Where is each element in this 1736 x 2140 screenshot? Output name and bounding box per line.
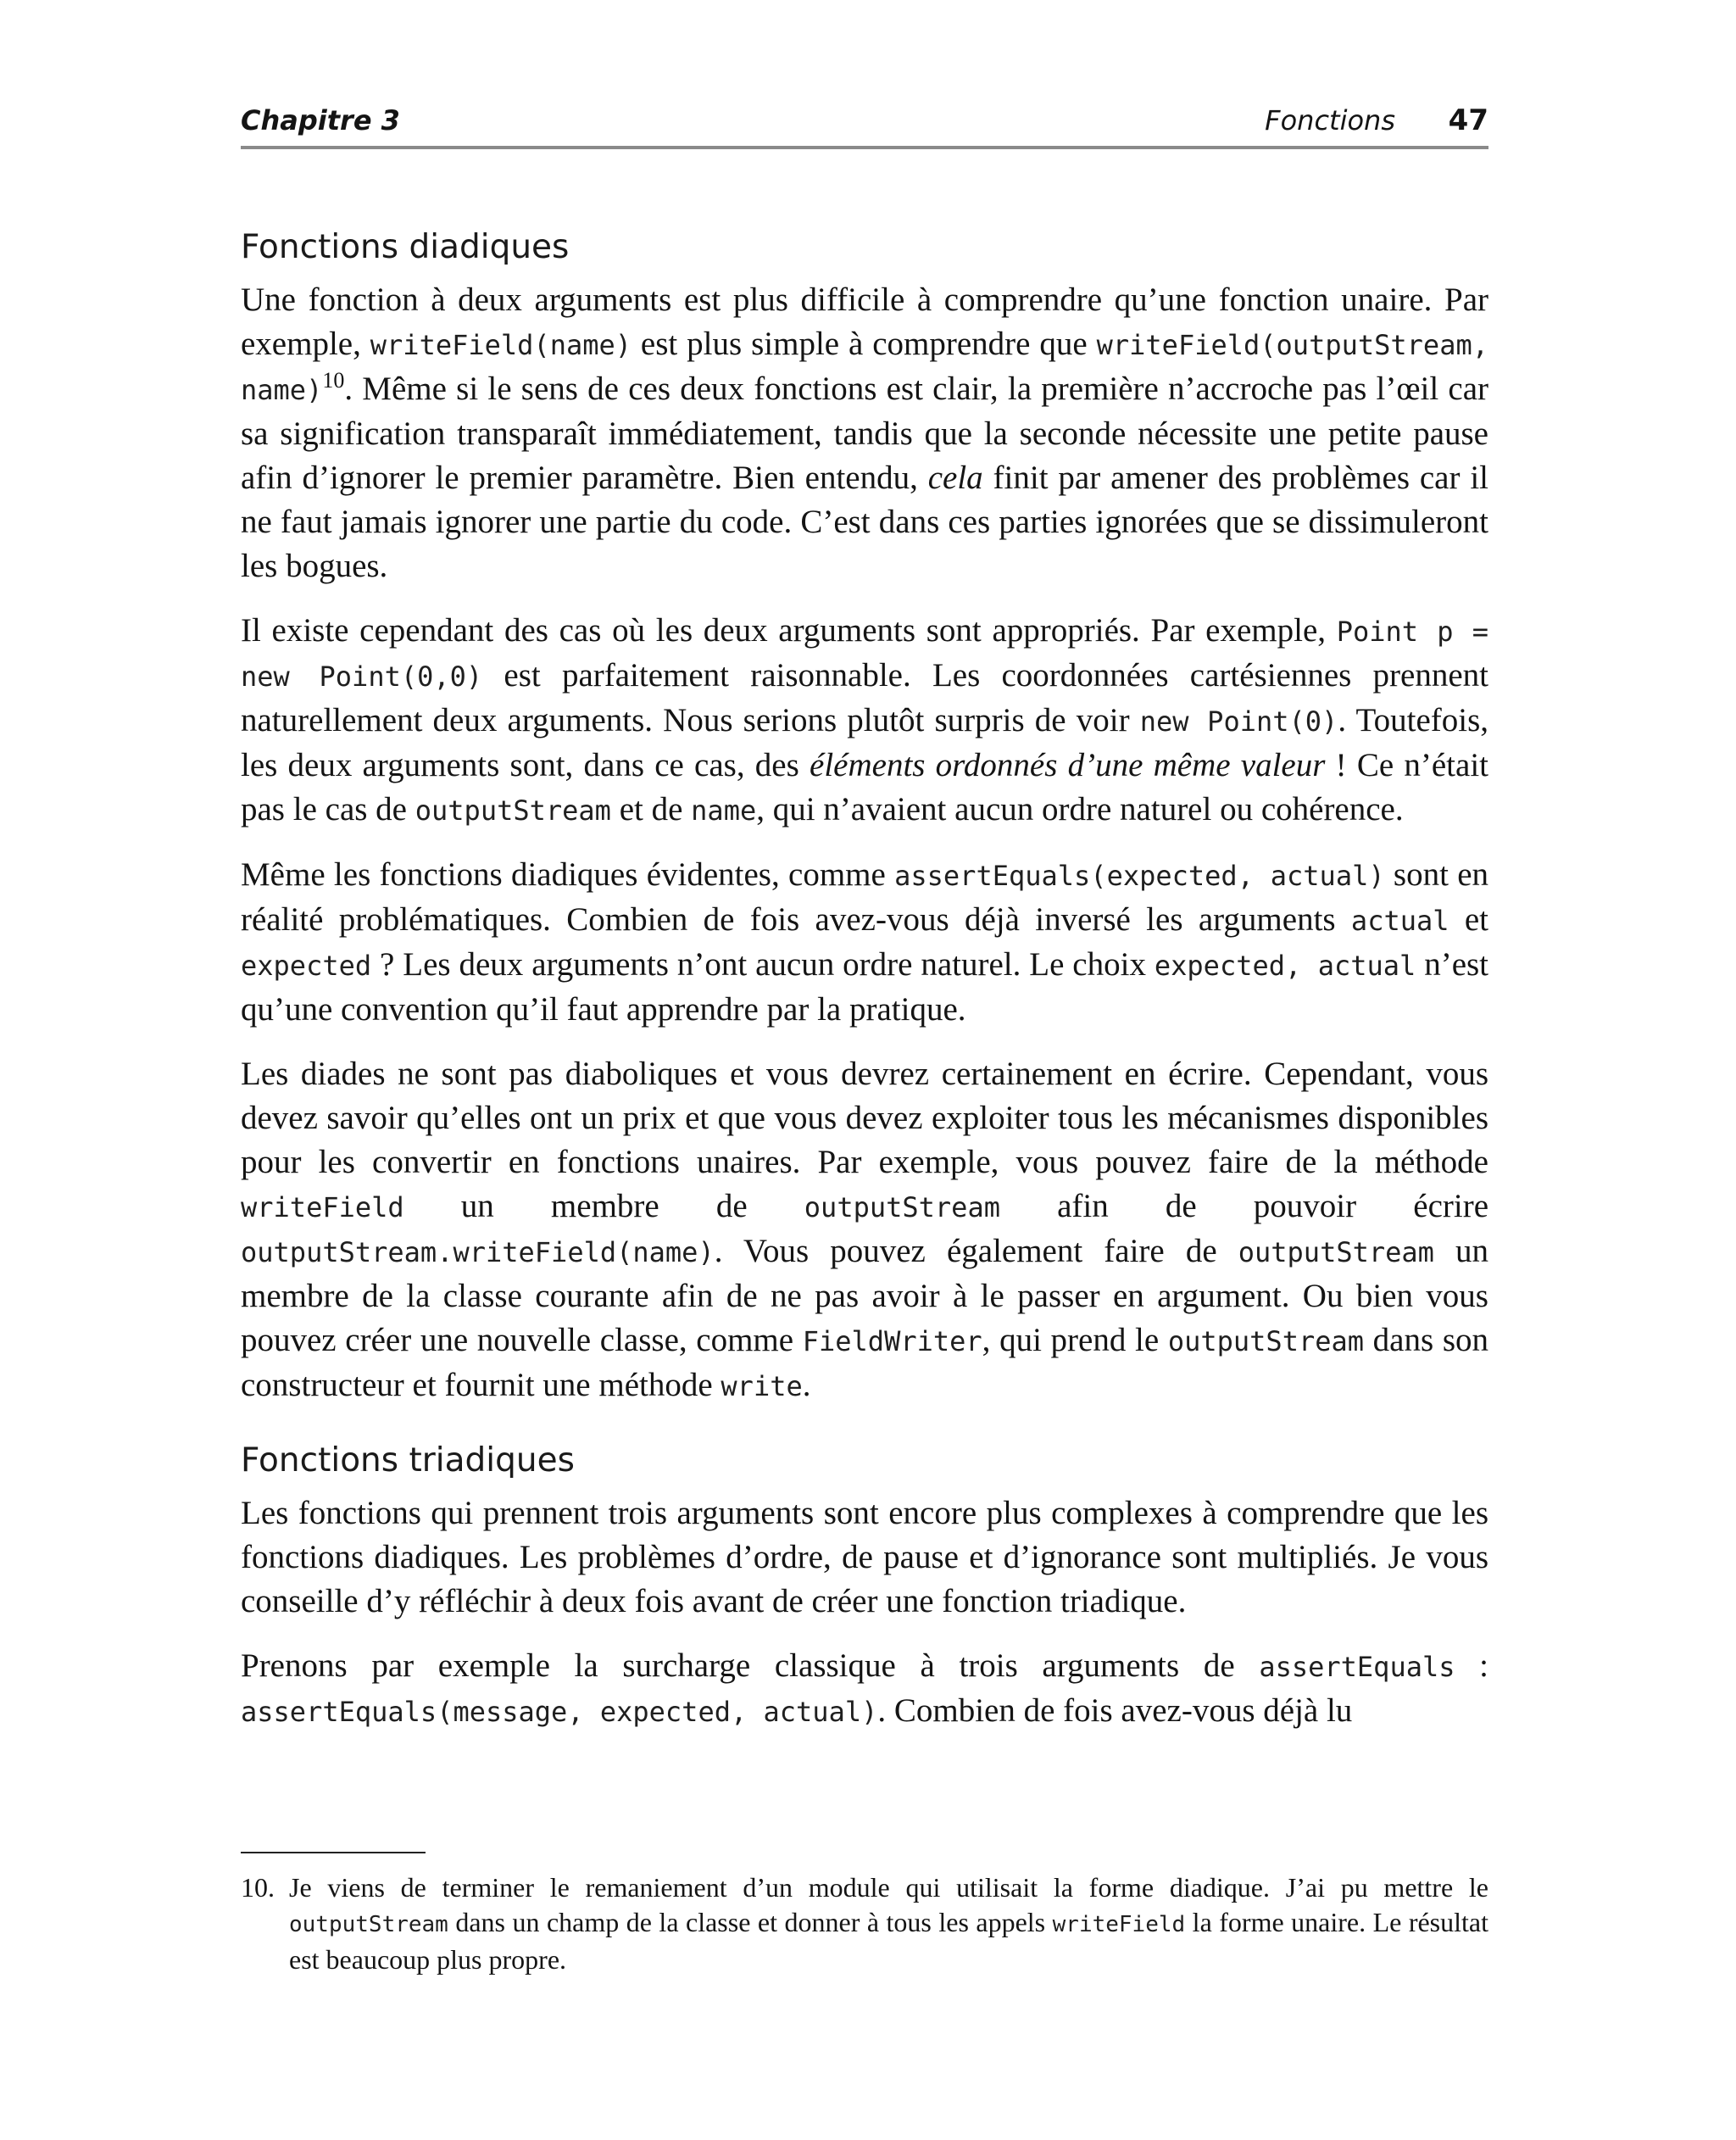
paragraph-triadic-assert: Prenons par exemple la surcharge classique à trois arguments de assertEquals : assertEquals(message, expected, actual). Combien de fois avez-vous déjà lu xyxy=(241,1647,1488,1729)
footnote-text: Je viens de terminer le remaniement d’un module qui utilisait la forme diadique. J’ai pu mettre le outputStream dans un champ de la classe et donner à tous les appels writeField la forme unaire. Le résultat est beaucoup plus propre. xyxy=(289,1872,1489,1975)
section-dyadic-functions xyxy=(241,227,1488,1408)
inline-code: outputStream xyxy=(1238,1236,1434,1268)
inline-code: expected, actual xyxy=(1154,950,1416,982)
inline-code: writeField xyxy=(241,1191,404,1223)
chapter-label: Chapitre 3 xyxy=(241,104,400,137)
inline-code: outputStream xyxy=(804,1191,1000,1223)
running-header xyxy=(241,95,1488,149)
footnote xyxy=(241,1870,1488,1977)
inline-code: write xyxy=(721,1370,803,1402)
section-triadic-functions xyxy=(241,1441,1488,1734)
inline-code: outputStream xyxy=(415,794,611,827)
paragraph-dyadic-intro: Une fonction à deux arguments est plus difficile à comprendre qu’une fonction unaire. Par exemple, writeField(name) est plus simple à comprendre que writeField(outputStream, name)$^{10}$. Même si le sens de ces deux fonctions est clair, la première n’accroche pas l’œil car sa signification transparaît immédiatement, tandis que la seconde nécessite une petite pause afin d’ignorer le premier paramètre. Bien entendu, cela finit par amener des problèmes car il ne faut jamais ignorer une partie du code. C’est dans ces parties ignorées que se dissimuleront les bogues. xyxy=(241,281,1489,584)
paragraph-dyadic-conversion: Les diades ne sont pas diaboliques et vous devrez certainement en écrire. Cependant, vous devez savoir qu’elles ont un prix et que vous devez exploiter tous les mécanismes disponibles pour les convertir en fonctions unaires. Par exemple, vous pouvez faire de la méthode writeField un membre de outputStream afin de pouvoir écrire outputStream.writeField(name). Vous pouvez également faire de outputStream un membre de la classe courante afin de ne pas avoir à le passer en argument. Ou bien vous pouvez créer une nouvelle classe, comme FieldWriter, qui prend le outputStream dans son constructeur et fournit une méthode write. xyxy=(241,1056,1489,1403)
paragraph-dyadic-assert: Même les fonctions diadiques évidentes, comme assertEquals(expected, actual) sont en réalité problématiques. Combien de fois avez-vous déjà inversé les arguments actual et expected ? Les deux arguments n’ont aucun ordre naturel. Le choix expected, actual n’est qu’une convention qu’il faut apprendre par la pratique. xyxy=(241,856,1489,1028)
section-label: Fonctions xyxy=(1265,104,1395,137)
inline-code: outputStream.writeField(name) xyxy=(241,1236,715,1268)
section-heading-dyadic: Fonctions diadiques xyxy=(241,228,570,266)
inline-code: new Point(0) xyxy=(1139,705,1338,738)
inline-code: Point p = new Point(0,0) xyxy=(241,616,1489,693)
inline-code: actual xyxy=(1350,905,1449,937)
inline-code: outputStream xyxy=(289,1912,448,1937)
emphasis: cela xyxy=(927,460,983,496)
inline-code: assertEquals(expected, actual) xyxy=(894,860,1385,892)
page-number: 47 xyxy=(1448,103,1488,137)
inline-code: assertEquals xyxy=(1259,1651,1455,1683)
emphasis: éléments ordonnés d’une même valeur xyxy=(810,747,1326,783)
inline-code: writeField xyxy=(1052,1912,1186,1937)
footnote-number: 10. xyxy=(241,1872,275,1903)
inline-code: FieldWriter xyxy=(802,1325,982,1357)
inline-code: name xyxy=(691,794,757,827)
paragraph-dyadic-point: Il existe cependant des cas où les deux arguments sont appropriés. Par exemple, Point p = new Point(0,0) est parfaitement raisonnable. Les coordonnées cartésiennes prennent naturellement deux arguments. Nous serions plutôt surpris de voir new Point(0). Toutefois, les deux arguments sont, dans ce cas, des éléments ordonnés d’une même valeur ! Ce n’était pas le cas de outputStream et de name, qui n’avaient aucun ordre naturel ou cohérence. xyxy=(241,612,1489,828)
inline-code: outputStream xyxy=(1167,1325,1365,1357)
inline-code: expected xyxy=(241,950,372,982)
paragraph-triadic-intro: Les fonctions qui prennent trois arguments sont encore plus complexes à comprendre que les fonctions diadiques. Les problèmes d’ordre, de pause et d’ignorance sont multipliés. Je vous conseille d’y réfléchir à deux fois avant de créer une fonction triadique. xyxy=(241,1495,1488,1619)
inline-code: writeField(outputStream, name) xyxy=(241,329,1488,406)
inline-code: assertEquals(message, expected, actual) xyxy=(241,1696,878,1728)
footnote-reference: 10 xyxy=(322,368,345,393)
section-heading-triadic: Fonctions triadiques xyxy=(241,1441,575,1480)
book-page xyxy=(241,95,1488,1734)
footnote-divider xyxy=(241,1852,426,1853)
inline-code: writeField(name) xyxy=(370,329,632,361)
